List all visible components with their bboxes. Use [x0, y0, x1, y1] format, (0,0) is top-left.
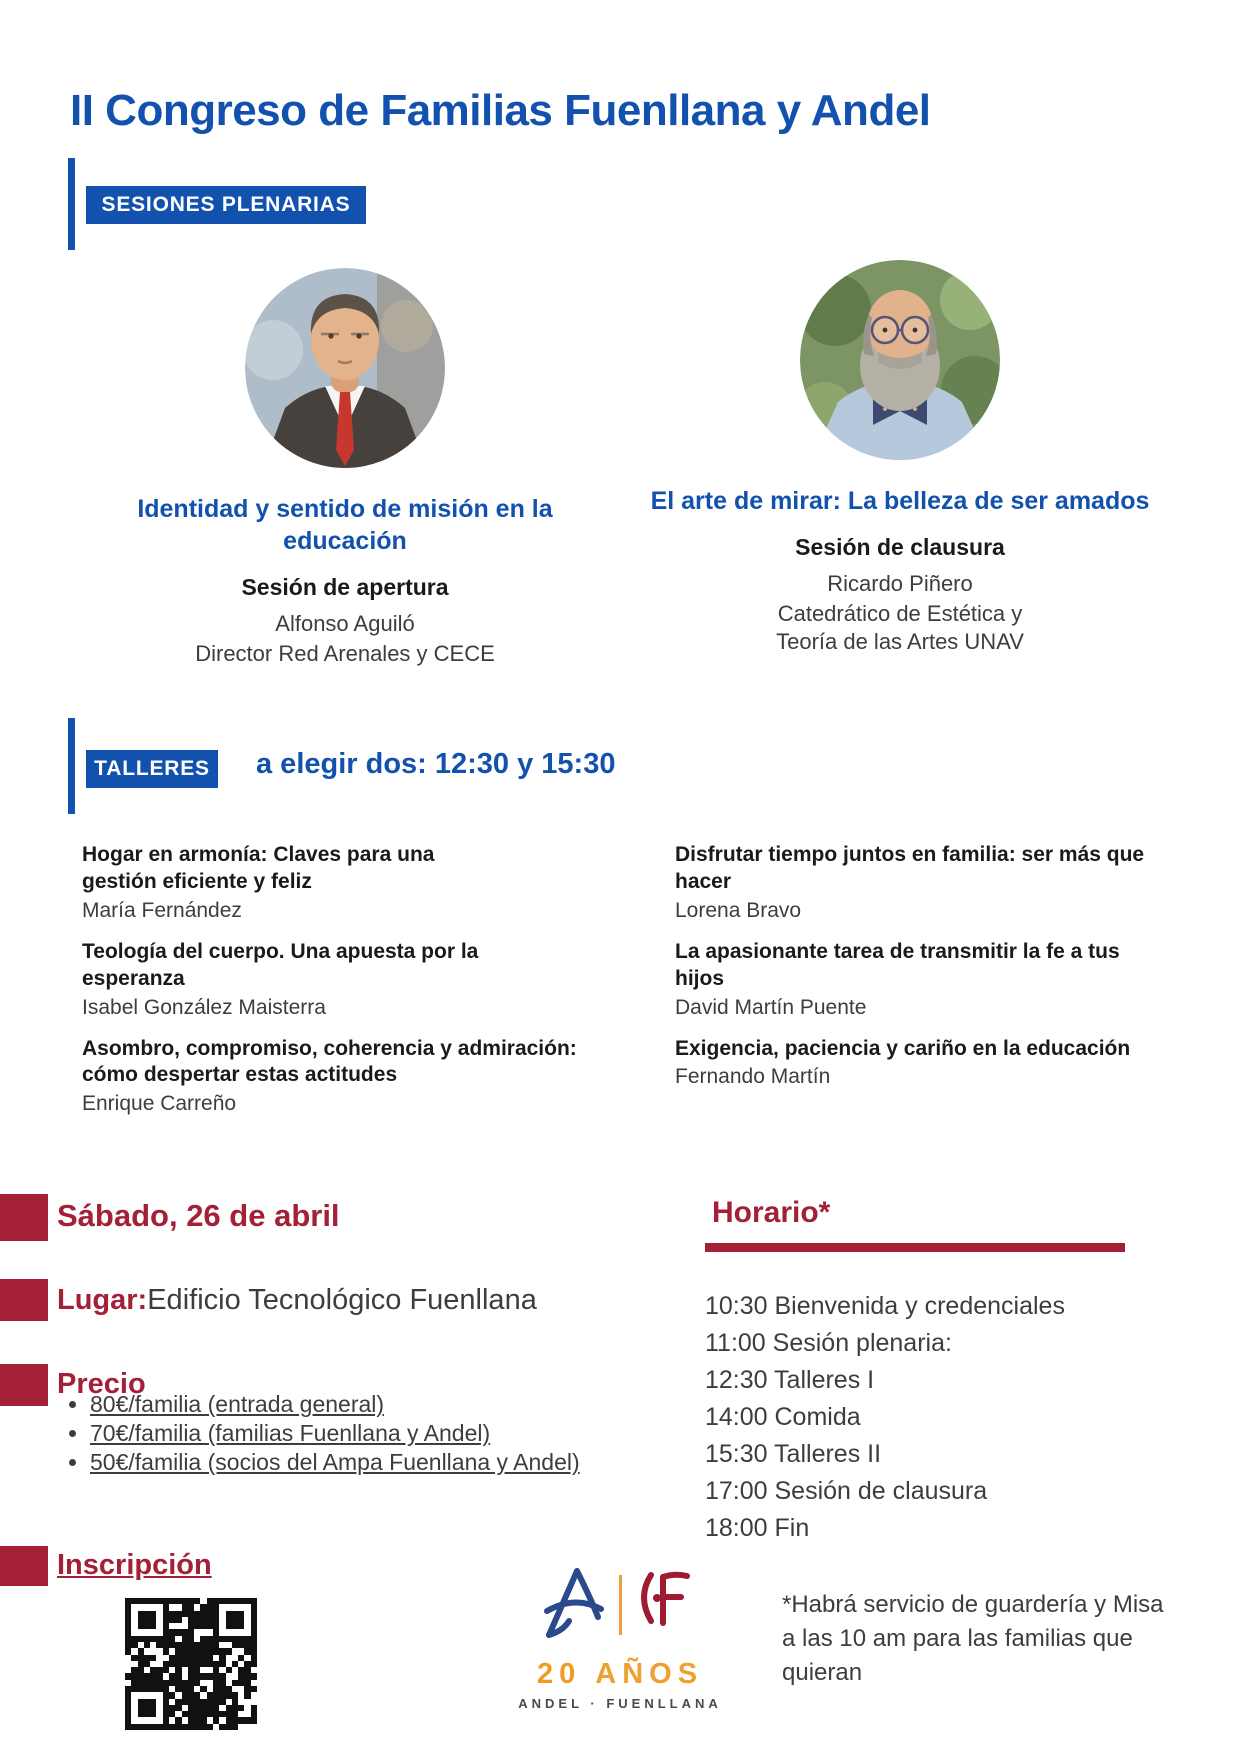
- price-link-general[interactable]: 80€/familia (entrada general): [90, 1391, 385, 1417]
- schedule-item: 10:30 Bienvenida y credenciales: [705, 1292, 1065, 1320]
- logo-years-line: [505, 1658, 735, 1691]
- andel-fuenllana-logo-icon: [535, 1634, 705, 1651]
- price-item: [90, 1390, 590, 1418]
- plenarias-accent-bar: [68, 158, 75, 250]
- talleres-badge: TALLERES: [86, 750, 218, 788]
- workshop-title: Asombro, compromiso, coherencia y admiración: cómo despertar estas actitudes: [82, 1036, 577, 1087]
- date-accent-block: [0, 1194, 48, 1241]
- workshop-speaker: Fernando Martín: [675, 1065, 831, 1089]
- workshops-column-right: [675, 842, 1185, 1105]
- workshop-item: [82, 842, 592, 923]
- workshop-title: La apasionante tarea de transmitir la fe a tus hijos: [675, 939, 1120, 990]
- workshop-speaker: Lorena Bravo: [675, 898, 802, 922]
- page-title: II Congreso de Familias Fuenllana y Andel: [70, 86, 931, 135]
- anniversary-logo: [505, 1563, 735, 1711]
- workshop-speaker: Enrique Carreño: [82, 1092, 237, 1116]
- plenarias-badge: SESIONES PLENARIAS: [86, 186, 366, 224]
- venue-label: Lugar:: [57, 1284, 148, 1316]
- price-item: [90, 1419, 590, 1447]
- speaker-role-alfonso: Director Red Arenales y CECE: [195, 640, 495, 666]
- workshop-speaker: David Martín Puente: [675, 995, 867, 1019]
- venue-value: Edificio Tecnológico Fuenllana: [147, 1284, 537, 1316]
- workshop-title: Disfrutar tiempo juntos en familia: ser más que hacer: [675, 843, 1145, 893]
- workshop-speaker: Isabel González Maisterra: [82, 995, 326, 1019]
- session-label-clausura: Sesión de clausura: [795, 533, 1005, 560]
- talk-title-apertura: Identidad y sentido de misión en la educación: [137, 495, 553, 555]
- price-list: [62, 1390, 590, 1477]
- schedule-item: 14:00 Comida: [705, 1403, 861, 1431]
- schedule-item: 11:00 Sesión plenaria:: [705, 1329, 952, 1357]
- speaker-card-clausura: [650, 260, 1150, 657]
- schedule-item: 17:00 Sesión de clausura: [705, 1477, 988, 1505]
- workshop-item: [675, 939, 1185, 1020]
- workshop-speaker: María Fernández: [82, 898, 242, 922]
- speaker-photo-alfonso: [245, 268, 445, 468]
- workshop-item: [675, 1036, 1185, 1090]
- precio-accent-block: [0, 1364, 48, 1406]
- venue-row: [57, 1284, 537, 1317]
- workshop-title: Exigencia, paciencia y cariño en la educación: [675, 1036, 1131, 1060]
- session-label-apertura: Sesión de apertura: [241, 573, 449, 600]
- childcare-note: *Habrá servicio de guardería y Misa a las 10 am para las familias que quieran: [782, 1591, 1164, 1686]
- horario-heading: Horario*: [712, 1196, 831, 1229]
- workshop-item: [82, 939, 592, 1020]
- price-link-socios[interactable]: 50€/familia (socios del Ampa Fuenllana y Andel): [90, 1449, 580, 1475]
- schedule-item: 18:00 Fin: [705, 1514, 810, 1542]
- speaker-card-apertura: [95, 268, 595, 668]
- price-link-familias[interactable]: 70€/familia (familias Fuenllana y Andel): [90, 1420, 491, 1446]
- logo-years-word: AÑOS: [595, 1658, 704, 1690]
- event-date: Sábado, 26 de abril: [57, 1198, 340, 1233]
- qr-code: [125, 1598, 257, 1730]
- schedule-item: 15:30 Talleres II: [705, 1440, 882, 1468]
- workshop-title: Hogar en armonía: Claves para una gestión eficiente y feliz: [82, 843, 435, 893]
- inscripcion-link[interactable]: Inscripción: [57, 1549, 212, 1581]
- inscripcion-accent-block: [0, 1546, 48, 1586]
- workshop-title: Teología del cuerpo. Una apuesta por la esperanza: [82, 939, 479, 990]
- speaker-role-ricardo: Catedrático de Estética y Teoría de las Artes UNAV: [776, 600, 1024, 655]
- price-item: [90, 1448, 590, 1476]
- talk-title-clausura: El arte de mirar: La belleza de ser amados: [650, 487, 1150, 515]
- talleres-subtitle: a elegir dos: 12:30 y 15:30: [256, 748, 616, 780]
- schedule-item: 12:30 Talleres I: [705, 1366, 875, 1394]
- workshop-item: [82, 1036, 592, 1117]
- logo-years-number: 20: [536, 1658, 582, 1690]
- workshop-item: [675, 842, 1185, 923]
- speaker-name-alfonso: Alfonso Aguiló: [275, 610, 415, 636]
- lugar-accent-block: [0, 1279, 48, 1321]
- horario-underline-bar: [705, 1243, 1125, 1252]
- schedule-list: [705, 1288, 1065, 1547]
- talleres-accent-bar: [68, 718, 75, 814]
- speaker-name-ricardo: Ricardo Piñero: [827, 570, 973, 596]
- price-heading: Precio: [57, 1368, 146, 1400]
- workshops-column-left: [82, 842, 592, 1132]
- speaker-photo-ricardo: [800, 260, 1000, 460]
- logo-subtitle: ANDEL · FUENLLANA: [518, 1696, 722, 1711]
